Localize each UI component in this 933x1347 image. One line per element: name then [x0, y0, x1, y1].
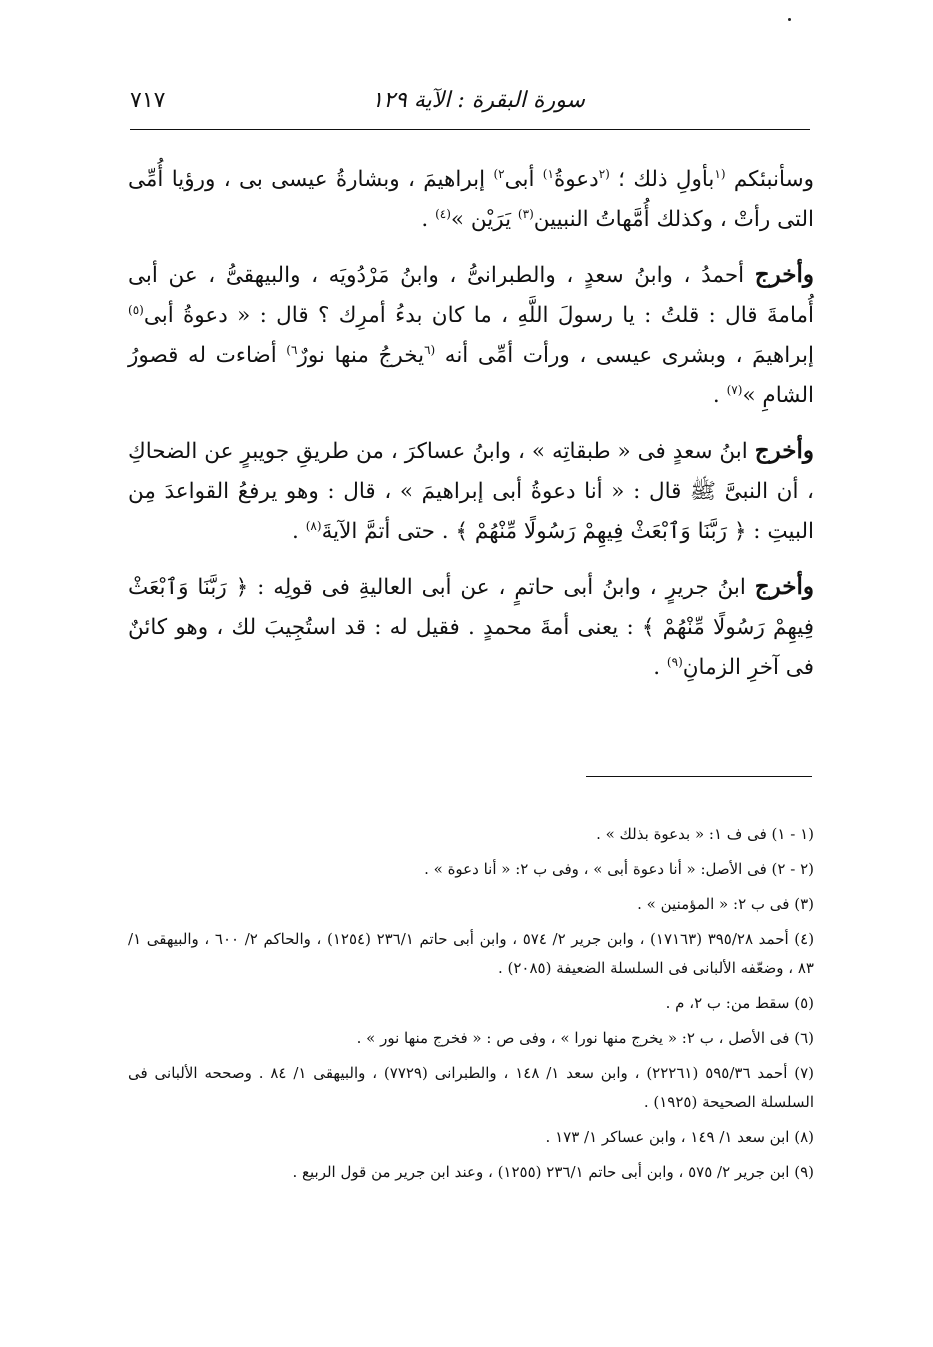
text-run: أحمدُ ، وابنُ سعدٍ ، والطبرانىُّ ، وابنُ مَرْدُويَه ، والبيهقىُّ ، عن أبى أُمامةَ قال : قلتُ : يا رسولَ اللَّهِ ، ما كان بدءُ أمرِك ؟ قال : « دعوةُ أبى: [128, 263, 814, 328]
text-run: إبراهيمَ ، وبشرى عيسى ، ورأت أمِّى أنه: [444, 343, 814, 368]
text-run: .: [653, 655, 661, 680]
footnote-mark: (٣): [517, 206, 534, 221]
footnote: (٣) فى ب ٢: « المؤمنين » .: [637, 895, 814, 913]
footnote-mark: (٦: [424, 342, 436, 357]
footnote: (٦) فى الأصل ، ب ٢: « يخرج منها نورا » ، وفى ص : « فخرج منها نور » .: [356, 1029, 814, 1047]
surah-title: سورة البقرة : الآية ١٢٩: [371, 88, 585, 113]
text-run: وسأنبئكم: [733, 167, 814, 192]
text-run: إبراهيمَ ، وبشارةُ عيسى بى ، ورؤيا أُمِّى التى رأتْ ، وكذلك أُمَّهاتُ النبيين: [128, 167, 814, 232]
footnote-mark: (٤): [435, 206, 451, 221]
text-run: .: [421, 207, 429, 232]
page-number: ٧١٧: [130, 88, 166, 113]
lead-word: وأخرج: [754, 573, 814, 600]
footnote-mark: ٦): [286, 342, 298, 357]
lead-word: وأخرج: [754, 261, 814, 288]
text-run: بأولِ ذلك ؛: [618, 167, 715, 192]
footnote: (٥) سقط من: ب ٢، م .: [665, 994, 814, 1012]
text-run: ابنُ سعدٍ فى « طبقاتِه » ، وابنُ عساكرَ ، من طريقِ جويبرٍ عن الضحاكِ ، أن النبىَّ ﷺ قال : « أنا دعوةُ أبى إبراهيمَ » ، قال : وهو يرفعُ القواعدَ مِن البيتِ : ﴿ رَبَّنَا وَٱبْعَثْ فِيهِمْ رَسُولًا مِّنْهُمْ ﴾ . حتى أتمَّ الآيةَ: [128, 439, 814, 544]
header-rule: [130, 129, 810, 130]
footnote-mark: (١: [714, 166, 726, 181]
footnote-mark: (٧): [726, 382, 743, 397]
lead-word: وأخرج: [754, 437, 814, 464]
footnote: (٤) أحمد ٣٩٥/٢٨ (١٧١٦٣) ، وابن جرير ٢/ ٥٧٤ ، وابن أبى حاتم ٢٣٦/١ (١٢٥٤) ، والحاكم ٢/ ٦٠٠ ، والبيهقى ١/ ٨٣ ، وضعّفه الألبانى فى السلسلة الضعيفة (٢٠٨٥) .: [128, 930, 815, 977]
text-run: دعوةُ: [553, 167, 599, 192]
paragraph-3: [128, 431, 814, 552]
footnote-separator: [586, 776, 812, 777]
footnote: (٨) ابن سعد ١/ ١٤٩ ، وابن عساكر ١/ ١٧٣ .: [545, 1128, 814, 1146]
footnote: (٢ - ٢) فى الأصل: « أنا دعوة أبى » ، وفى ب ٢: « أنا دعوة » .: [424, 860, 814, 878]
footnotes: [128, 820, 814, 1193]
text-run: .: [712, 383, 720, 408]
page-speck: [788, 18, 791, 21]
text-run: يَرَيْن »: [450, 207, 512, 232]
running-header: [130, 82, 810, 130]
text-run: أضاءت له قصورُ الشامِ »: [128, 343, 814, 408]
footnote: (١ - ١) فى ف ١: « بدعوة بذلك » .: [596, 825, 814, 843]
footnote-mark: ١): [542, 166, 554, 181]
text-run: .: [292, 519, 299, 544]
footnote-mark: (٨): [305, 518, 322, 533]
footnote-mark: (٥): [128, 302, 144, 317]
footnote: (٩) ابن جرير ٢/ ٥٧٥ ، وابن أبى حاتم ٢٣٦/١ (١٢٥٥) ، وعند ابن جرير من قول الربيع .: [292, 1163, 814, 1181]
text-run: أبى: [504, 167, 535, 192]
footnote-mark: (٩): [666, 654, 683, 669]
main-text: [128, 160, 814, 688]
text-run: يخرجُ منها نورٌ: [297, 343, 425, 368]
footnote-mark: (٢: [598, 166, 610, 181]
paragraph-4: [128, 567, 814, 688]
paragraph-2: [128, 255, 814, 416]
footnote-mark: ٢): [493, 166, 505, 181]
text-run: ابنُ جريرٍ ، وابنُ أبى حاتمٍ ، عن أبى العاليةِ فى قولِه : ﴿ رَبَّنَا وَٱبْعَثْ فِيهِمْ رَسُولًا مِّنْهُمْ ﴾ : يعنى أمةَ محمدٍ . فقيل له : قد استُجِيبَ لك ، وهو كائنٌ فى آخرِ الزمانِ: [128, 575, 814, 680]
paragraph-1: [128, 160, 814, 240]
footnote: (٧) أحمد ٥٩٥/٣٦ (٢٢٢٦١) ، وابن سعد ١/ ١٤٨ ، والطبرانى (٧٧٢٩) ، والبيهقى ١/ ٨٤ . وصححه الألبانى فى السلسلة الصحيحة (١٩٢٥) .: [128, 1064, 815, 1111]
